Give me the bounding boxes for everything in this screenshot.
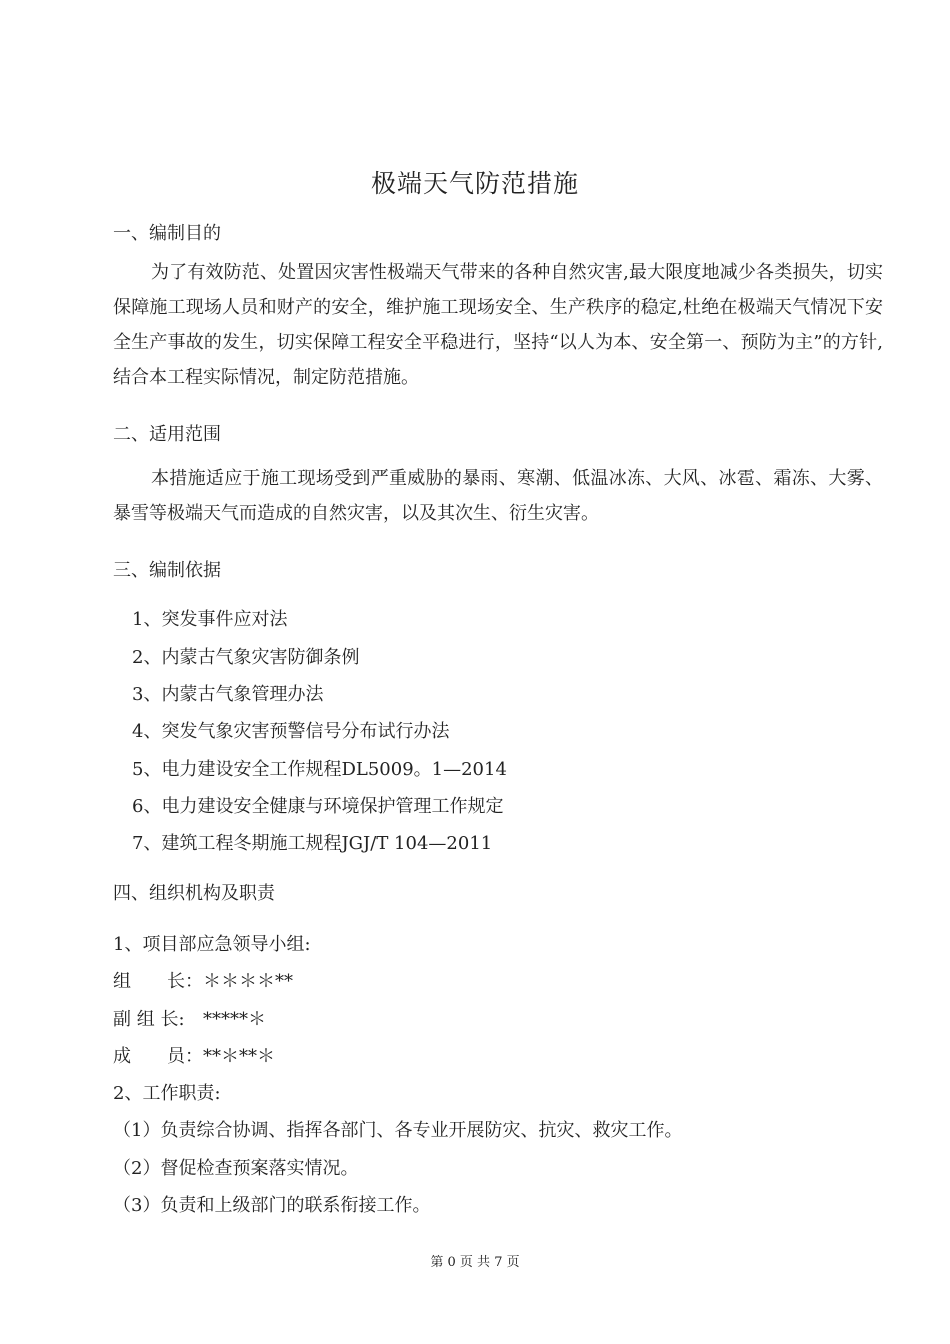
- document-title: 极端天气防范措施: [370, 169, 579, 198]
- basis-item: 7、建筑工程冬期施工规程JGJ/T 104—2011: [132, 833, 493, 854]
- role-label: 成 员：: [113, 1046, 203, 1067]
- section1-heading: 一、编制目的: [113, 223, 221, 244]
- duty-item: （3）负责和上级部门的联系衔接工作。: [113, 1195, 431, 1216]
- basis-item: 3、内蒙古气象管理办法: [132, 684, 324, 705]
- role-value: **＊**＊: [203, 1046, 275, 1067]
- basis-item: 2、内蒙古气象灾害防御条例: [132, 647, 360, 668]
- section1-paragraph: 为了有效防范、处置因灾害性极端天气带来的各种自然灾害,最大限度地减少各类损失，切实保障施工现场人员和财产的安全，维护施工现场安全、生产秩序的稳定,杜绝在极端天气情况下安全生产事故的发生，切实保障工程安全平稳进行，坚持“以人为本、安全第一、预防为主”的方针,结合本工程实际情况，制定防范措施。: [113, 262, 883, 388]
- role-label: 组 长：: [113, 971, 203, 992]
- role-value: ＊＊＊＊**: [203, 971, 293, 992]
- role-value: *****＊: [203, 1009, 266, 1030]
- duty-item: （2）督促检查预案落实情况。: [113, 1158, 359, 1179]
- basis-item: 5、电力建设安全工作规程DL5009。1—2014: [132, 759, 507, 780]
- basis-item: 4、突发气象灾害预警信号分布试行办法: [132, 721, 450, 742]
- section2-paragraph: 本措施适应于施工现场受到严重威胁的暴雨、寒潮、低温冰冻、大风、冰雹、霜冻、大雾、暴雪等极端天气而造成的自然灾害，以及其次生、衍生灾害。: [113, 468, 883, 524]
- section2-heading: 二、适用范围: [113, 424, 221, 445]
- duties-heading: 2、工作职责:: [113, 1083, 221, 1104]
- role-label: 副 组 长:: [113, 1009, 185, 1030]
- page-footer: 第 0 页 共 7 页: [430, 1255, 520, 1270]
- section4-heading: 四、组织机构及职责: [113, 883, 275, 904]
- leadership-group-heading: 1、项目部应急领导小组:: [113, 934, 311, 955]
- role-row: [113, 1042, 275, 1068]
- basis-item: 1、突发事件应对法: [132, 609, 288, 630]
- duty-item: （1）负责综合协调、指挥各部门、各专业开展防灾、抗灾、救灾工作。: [113, 1120, 683, 1141]
- section3-heading: 三、编制依据: [113, 560, 221, 581]
- role-row: [113, 967, 293, 993]
- role-row: [113, 1005, 266, 1031]
- basis-item: 6、电力建设安全健康与环境保护管理工作规定: [132, 796, 504, 817]
